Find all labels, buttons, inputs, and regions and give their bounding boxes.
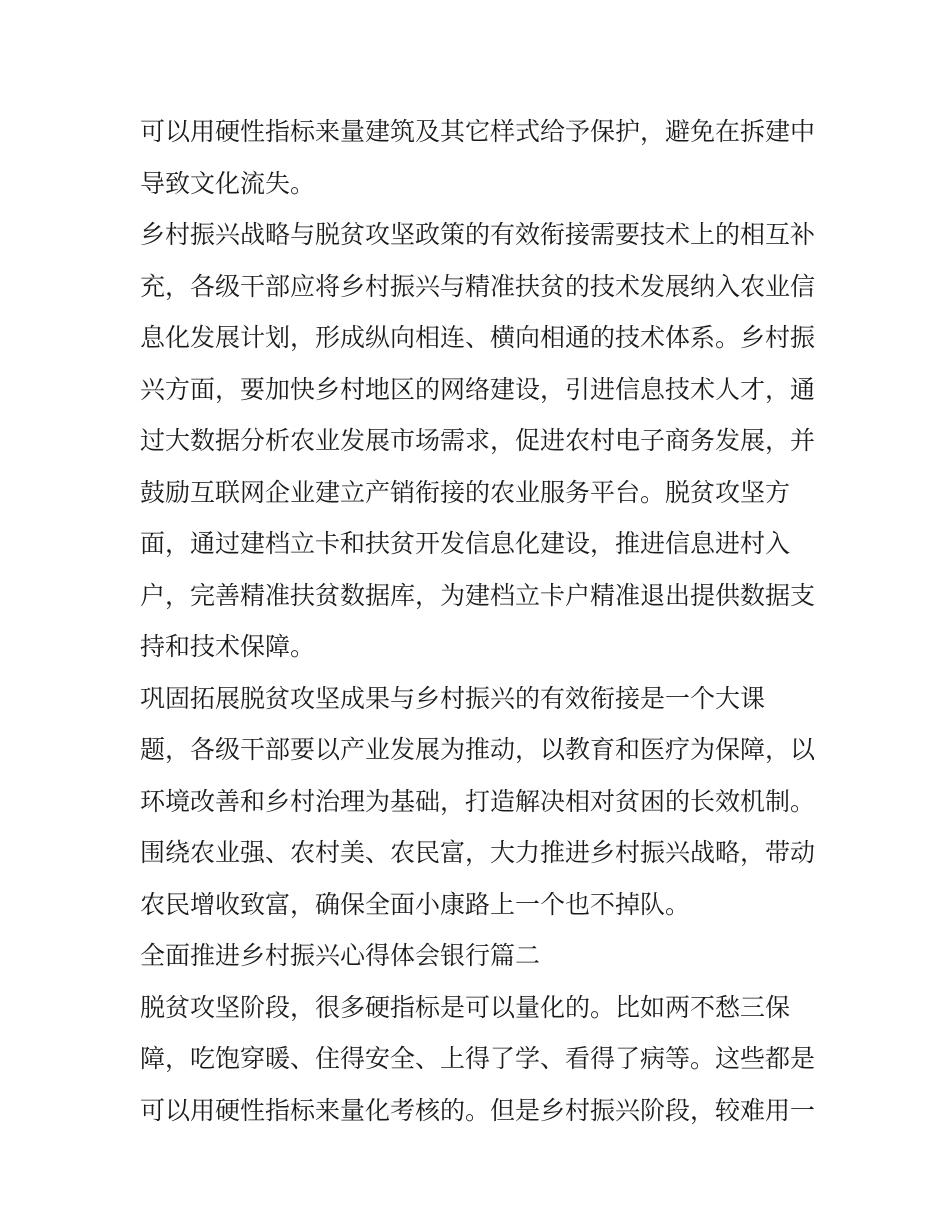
text-line: 可以用硬性指标来量建筑及其它样式给予保护，避免在拆建中 [140, 117, 816, 146]
text-line: 乡村振兴战略与脱贫攻坚政策的有效衔接需要技术上的相互补 [140, 220, 816, 249]
text-line: 户，完善精准扶贫数据库，为建档立卡户精准退出提供数据支 [140, 580, 816, 610]
text-line: 题，各级干部要以产业发展为推动，以教育和医疗为保障，以 [140, 735, 816, 764]
text-line: 障，吃饱穿暖、住得安全、上得了学、看得了病等。这些都是 [140, 1044, 816, 1073]
section-heading: 全面推进乡村振兴心得体会银行篇二 [140, 941, 541, 970]
text-line: 充，各级干部应将乡村振兴与精准扶贫的技术发展纳入农业信 [140, 271, 816, 301]
text-line: 导致文化流失。 [140, 168, 316, 198]
text-line: 兴方面，要加快乡村地区的网络建设，引进信息技术人才，通 [140, 374, 816, 404]
text-line: 鼓励互联网企业建立产销衔接的农业服务平台。脱贫攻坚方 [140, 477, 791, 507]
text-line: 可以用硬性指标来量化考核的。但是乡村振兴阶段，较难用一 [140, 1095, 816, 1125]
text-line: 围绕农业强、农村美、农民富，大力推进乡村振兴战略，带动 [140, 838, 816, 867]
text-line: 面，通过建档立卡和扶贫开发信息化建设，推进信息进村入 [140, 529, 791, 558]
text-line: 过大数据分析农业发展市场需求，促进农村电子商务发展，并 [140, 426, 816, 455]
text-line: 环境改善和乡村治理为基础，打造解决相对贫困的长效机制。 [140, 786, 816, 816]
text-line: 农民增收致富，确保全面小康路上一个也不掉队。 [140, 889, 691, 919]
text-line: 息化发展计划，形成纵向相连、横向相通的技术体系。乡村振 [140, 323, 816, 352]
text-line: 脱贫攻坚阶段，很多硬指标是可以量化的。比如两不愁三保 [140, 992, 791, 1022]
document-body [140, 106, 820, 1136]
text-line: 巩固拓展脱贫攻坚成果与乡村振兴的有效衔接是一个大课 [140, 683, 766, 713]
text-line: 持和技术保障。 [140, 632, 316, 661]
